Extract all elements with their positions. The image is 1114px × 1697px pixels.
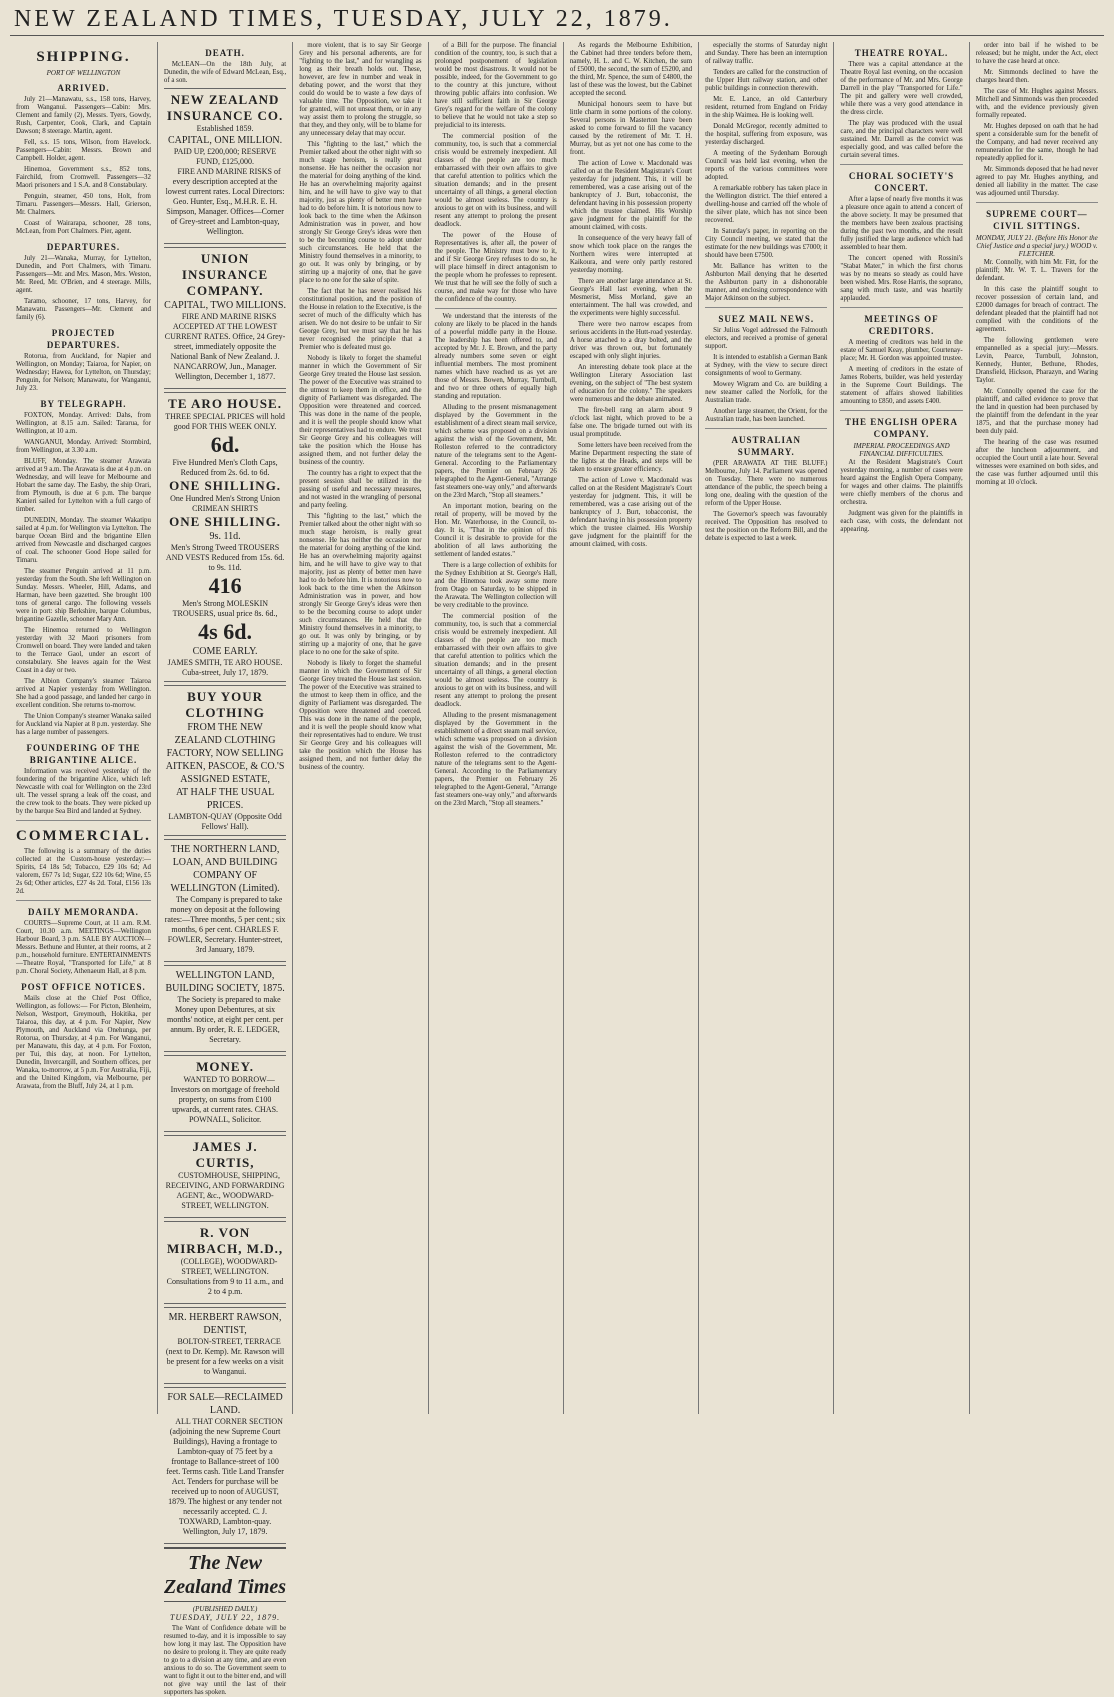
paragraph: There was a capital attendance at the Theatre Royal last evening, on the occasion of the performance of Mr. and Mrs. George Darrell in the play "Transported for Life." The pit and gallery were well crowded, while there was a very good attendance in the dress circle. (840, 61, 963, 116)
newspaper-title: NEW ZEALAND TIMES, TUESDAY, JULY 22, 1879. (14, 6, 673, 32)
paragraph: Some letters have been received from the Marine Department respecting the state of the lights at the Heads, and steps will be taken to ensure greater efficiency. (569, 442, 693, 473)
ad-rawson (164, 1307, 286, 1384)
heading-supreme-court: SUPREME COURT—CIVIL SITTINGS. (986, 209, 1088, 231)
column-news-1 (429, 42, 564, 1414)
paragraph: There are another large attendance at St. George's Hall last evening, when the Mesmerist, Miss Morland, gave an entertainment. The hall was crowded, and the experiments were highly successful. (569, 278, 693, 317)
paragraph: Coast of Wairarapa, schooner, 28 tons, McLean, from Port Chalmers. Pier, agent. (16, 220, 151, 235)
paragraph: A meeting of the Sydenham Borough Council was held last evening, when the reports of the various committees were adopted. (705, 150, 828, 181)
paragraph: Mr. Simmonds declined to have the charges heard then. (975, 69, 1098, 84)
heading-commercial: COMMERCIAL. (16, 828, 151, 844)
ad-body: ALL THAT CORNER SECTION (adjoining the new Supreme Court Buildings), Having a frontage to Lambton-quay of 75 feet by a frontage to Ballance-street of 100 feet. Terms cash. Title Land Transfer Act. Tenders for purchase will be received up to noon of AUGUST, 1879. The highest or any tender not necessarily accepted. C. J. TOXWARD, Lambton-quay. Wellington, July 17, 1879. (166, 1417, 284, 1536)
paragraph: At the Resident Magistrate's Court yesterday morning, a number of cases were heard against the English Opera Company, for wages and other claims. The plaintiffs were chiefly members of the chorus and orchestra. (840, 459, 963, 506)
ad-body: (COLLEGE), WOODWARD-STREET, WELLINGTON. Consultations from 9 to 11 a.m., and 2 to 4 p.m. (166, 1257, 284, 1296)
column-shipping (10, 42, 158, 1414)
ad-line: JAMES SMITH, TE ARO HOUSE. Cuba-street, July 17, 1879. (167, 658, 283, 677)
ad-building-society (164, 965, 286, 1052)
paragraph: The Albion Company's steamer Taiaroa arrived at Napier yesterday from Wellington. She had a good passage, and landed her cargo in excellent condition. She returns to-morrow. (16, 678, 151, 709)
ad-line: PAID UP, £200,000; RESERVE FUND, £125,000. (173, 147, 277, 166)
ad-price: 4s 6d. (198, 619, 252, 644)
ad-price: ONE SHILLING. (169, 478, 282, 493)
ad-title: R. VON MIRBACH, M.D., (166, 1225, 284, 1256)
column-advertisements (158, 42, 293, 1696)
paragraph: In this case the plaintiff sought to recover possession of certain land, and £2000 damages for breach of contract. The defendant pleaded that the plaintiff had not complied with the conditions of the agreement. (975, 286, 1098, 333)
paragraph: Mr. Hughes deposed on oath that he had spent a considerable sum for the benefit of the Company, and had never received any remuneration for the same, though he had repeatedly applied for it. (975, 123, 1098, 162)
paragraph: A meeting of creditors was held in the estate of Samuel Keay, plumber, Courtenay-place; Mr. H. Gordon was appointed trustee. (840, 339, 963, 362)
masthead (10, 6, 1104, 36)
divider (976, 202, 1098, 203)
paragraph: Taramo, schooner, 17 tons, Harvey, for Manawatu. Passengers—Mr. Clement and family (6). (16, 298, 151, 321)
ad-title: WELLINGTON LAND, BUILDING SOCIETY, 1875. (165, 970, 285, 994)
paragraph: Judgment was given for the plaintiffs in each case, with costs, the defendant not appearing. (840, 510, 963, 533)
column-news-2 (564, 42, 699, 1414)
divider (16, 900, 151, 901)
paragraph: The play was produced with the usual care, and the principal characters were well sustained. Mr. Darrell as the convict was especially good, and was called before the curtain several times. (840, 120, 963, 159)
heading-telegraph: BY TELEGRAPH. (40, 399, 127, 409)
paragraph: We understand that the interests of the colony are likely to be placed in the hands of a powerful middle party in the House. The leadership has been offered to, and accepted by Mr. J. E. Brown, and the party already numbers some seven or eight influential members. The most prominent names which have reached us as yet are those of Messrs. Bowen, Murray, Turnbull, and two or three others of equally high standing and reputation. (434, 313, 557, 400)
paragraph: There is a large collection of exhibits for the Sydney Exhibition at St. George's Hall, and the Hinemoa took away some more from Otago on Saturday, to be shipped in the Arawata. The Wellington collection will be very creditable to the province. (434, 562, 557, 609)
paragraph: The country has a right to expect that the present session shall be utilized in the passing of useful and necessary measures, and not wasted in the wrangling of personal and party feeling. (299, 470, 422, 509)
heading-theatre: THEATRE ROYAL. (854, 48, 949, 58)
divider (435, 308, 557, 309)
paragraph: The Want of Confidence debate will be resumed to-day, and it is impossible to say how long it may last. The Opposition have no desire to prolong it. They are quite ready to go to a division at any time, and are even anxious to do so. The Government seem to want to fight it out to the bitter end, and will not give way until the last of their supporters has spoken. (163, 1625, 287, 1696)
ad-line: LAMBTON-QUAY (Opposite Odd Fellows' Hall). (168, 812, 282, 831)
paragraph: Mr. Simmonds deposed that he had never agreed to pay Mr. Hughes anything, and denied all liability in the matter. The case was adjourned until Thursday. (975, 166, 1098, 197)
paragraph: A remarkable robbery has taken place in the Wellington district. The thief entered a dwelling-house and carried off the whole of the silver plate, which has not since been recovered. (705, 185, 828, 224)
paragraph: A meeting of creditors in the estate of James Roberts, builder, was held yesterday in the Supreme Court Buildings. The statement of affairs showed liabilities amounting to £850, and assets £400. (840, 366, 963, 405)
paragraph: An interesting debate took place at the Wellington Literary Association last evening, on the subject of "The best system of education for the colony." The speakers were numerous and the debate animated. (569, 364, 693, 403)
ad-line: Men's Strong MOLESKIN TROUSERS, usual price 8s. 6d., (172, 599, 278, 618)
ad-line: AITKEN, PASCOE, & CO.'S ASSIGNED ESTATE, (165, 761, 285, 785)
divider (840, 410, 962, 411)
heading-suez-mail: SUEZ MAIL NEWS. (718, 314, 815, 324)
paragraph: Tenders are called for the construction of the Upper Hutt railway station, and other public buildings in connection therewith. (705, 69, 828, 92)
paragraph: Hinemoa, Government s.s., 852 tons, Fairchild, from Cromwell. Passengers—32 Maori prisoners and 1 S.A. and 8 Constabulary. (16, 166, 151, 189)
paragraph: It is intended to establish a German Bank at Sydney, with the view to secure direct consignments of wool to Germany. (705, 354, 828, 377)
paragraph: An important motion, bearing on the retail of property, will be moved by the Hon. Mr. Waterhouse, in the Council, to-day. It is, "That in the opinion of this Council it is desirable to provide for the abolition of all laws authorizing the settlement of landed estates." (434, 503, 557, 558)
ad-title: FOR SALE—RECLAIMED LAND. (167, 1392, 283, 1416)
paragraph: order into bail if he wished to be released; but he might, under the Act, elect to have the case heard at once. (975, 42, 1098, 65)
column-news-3 (699, 42, 834, 1414)
ad-nz-insurance (164, 88, 286, 244)
ad-title: BUY YOUR CLOTHING (185, 689, 265, 720)
ad-line: CAPITAL, TWO MILLIONS. (164, 300, 286, 311)
paragraph: The Hinemoa returned to Wellington yesterday with 32 Maori prisoners from Cromwell on board. They were landed and taken to the Terrace Gaol, under an escort of constabulary. She leaves again for the West Coast in a day or two. (16, 627, 151, 674)
ad-body: BOLTON-STREET, TERRACE (next to Dr. Kemp). Mr. Rawson will be present for a few weeks on a visit to Wanganui. (165, 1337, 285, 1376)
paragraph: In consequence of the very heavy fall of snow which took place on the ranges the Northern wires were interrupted at Kaikoura, and were only partly restored yesterday morning. (569, 235, 693, 274)
ad-price: ONE SHILLING. (169, 514, 282, 529)
ad-body: FIRE AND MARINE RISKS of every description accepted at the lowest current rates. Local Directors: Geo. Hunter, Esq., M.H.R. E. H. Simpson, Manager. Offices—Corner of Grey-street and Lambton-quay, Wellington. (165, 167, 285, 236)
editorial-date: TUESDAY, JULY 22, 1879. (170, 1613, 281, 1622)
ad-body: CUSTOMHOUSE, SHIPPING, RECEIVING, AND FORWARDING AGENT, &c., WOODWARD-STREET, WELLINGTON. (165, 1171, 285, 1210)
column-news-5 (970, 42, 1104, 1414)
paragraph: WANGANUI, Monday. Arrived: Stormbird, from Wellington, at 3.30 a.m. (16, 439, 151, 454)
ad-northern-land (164, 839, 286, 962)
paragraph: Mr. Ballance has written to the Ashburton Mail denying that he deserted the Ashburton party in a dishonorable manner, and enclosing correspondence with Major Atkinson on the subject. (705, 263, 828, 302)
heading-projected: PROJECTED DEPARTURES. (46, 328, 121, 350)
subheading-opera: IMPERIAL PROCEEDINGS AND FINANCIAL DIFFICULTIES. (853, 442, 950, 458)
paragraph: Nobody is likely to forget the shameful manner in which the Government of Sir George Grey treated the House last session. The power of the Executive was strained to the utmost to keep them in office, and the dignity of Parliament was disregarded. The Opposition were threatened and coerced. This was done in the name of the people, and it is well the people should know what their representatives had to endure. We trust Sir George Grey and his colleagues will take the position which the House has assigned them, and not further delay the business of the country. (299, 660, 422, 771)
ad-title: TE ARO HOUSE. (168, 396, 282, 411)
paragraph: There were two narrow escapes from serious accidents in the Hutt-road yesterday. A horse attached to a dray bolted, and the driver was thrown out, but fortunately escaped with only slight injuries. (569, 321, 693, 360)
paragraph: The commercial position of the community, too, is such that a commercial crisis would be extremely inexpedient. All classes of the people are too much embarrassed with their own affairs to give that careful attention to politics which the situation demands; and in the present uncertainty of all things, a general election would be almost useless. The country is anxious to get on with its business, and will resent any attempt to prolong the present deadlock. (434, 613, 557, 708)
heading-memoranda: DAILY MEMORANDA. (28, 907, 139, 917)
paragraph: Sir Julius Vogel addressed the Falmouth electors, and received a promise of general support. (705, 327, 828, 350)
paragraph: Fell, s.s. 15 tons, Wilson, from Havelock. Passengers—Cabin: Messrs. Brown and Campbell. Holder, agent. (16, 139, 151, 162)
ad-price: 9s. 11d. (209, 531, 241, 542)
heading-choral: CHORAL SOCIETY'S CONCERT. (848, 171, 955, 193)
divider (840, 164, 962, 165)
ad-von-mirbach (164, 1221, 286, 1304)
paragraph: Rotorua, from Auckland, for Napier and Wellington, on Monday; Taiaroa, for Napier, on Wednesday; Hawea, for Lyttelton, on Thursday; Penguin, for Nelson; Manawatu, for Wanganui, July 23. (16, 353, 151, 392)
paragraph: Another large steamer, the Orient, for the Australian trade, has been launched. (705, 408, 828, 423)
paragraph: The Union Company's steamer Wanaka sailed for Auckland via Napier at 8 p.m. yesterday. She has a large number of passengers. (16, 713, 151, 736)
paragraph: July 21—Manawatu, s.s., 158 tons, Harvey, from Wanganui. Passengers—Cabin: Mrs. Clement and family (2), Messrs. Tyers, Gowdy, Rush, Carpenter, Cook, Clark, and Captain Dawson; 8 steerage. Martin, agent. (16, 96, 151, 135)
subheading-court: MONDAY, JULY 21. (Before His Honor the Chief Justice and a special jury.) WOOD v. FLETCHER. (975, 234, 1098, 258)
column-editorial (293, 42, 428, 1414)
ad-curtis (164, 1135, 286, 1218)
paragraph: Mr. Connolly opened the case for the plaintiff, and called evidence to prove that the land in question had been purchased by the plaintiff from the defendant in the year 1875, and that the purchase money had been duly paid. (975, 388, 1098, 435)
ad-te-aro-house (164, 392, 286, 682)
ad-line: Men's Strong Tweed TROUSERS AND VESTS Reduced from 15s. 6d. to 9s. 11d. (165, 543, 285, 572)
paragraph: The commercial position of the community, too, is such that a commercial crisis would be extremely inexpedient. All classes of the people are too much embarrassed with their own affairs to give that careful attention to politics which the situation demands; and in the present uncertainty of all things, a general election would be almost useless. The country is anxious to get on with its business, and will resent any attempt to prolong the present deadlock. (434, 133, 557, 228)
paragraph: Municipal honours seem to have but little charm in some portions of the colony. Several persons in Masterton have been asked to come forward to fill the vacancy caused by the retirement of Mr. T. H. Murray, but as yet not one has come to the front. (569, 101, 693, 156)
paragraph: The power of the House of Representatives is, after all, the power of the people. The Ministry must bow to it, and if Sir George Grey refuses to do so, he will place himself in direct antagonism to the people whom he professes to represent. We trust that he will see the folly of such a course, and make way for those who have the confidence of the country. (434, 232, 557, 303)
paragraph: Penguin, steamer, 450 tons, Holt, from Timaru. Passengers—Messrs. Hall, Grierson, Mr. Chalmers. (16, 193, 151, 216)
columns (10, 42, 1104, 1696)
heading-post-office: POST OFFICE NOTICES. (21, 982, 146, 992)
ad-title: UNION INSURANCE COMPANY. (181, 251, 269, 298)
paragraph: COURTS—Supreme Court, at 11 a.m. R.M. Court, 10.30 a.m. MEETINGS—Wellington Harbour Board, 3 p.m. SALE BY AUCTION—Messrs. Bethune and Hunter, at their rooms, at 2 p.m., household furniture. ENTERTAINMENTS—Theatre Royal, "Transported for Life," at 8 p.m. Choral Society, Athenaeum Hall, at 8 p.m. (16, 920, 151, 975)
ad-line: Five Hundred Men's Cloth Caps, Reduced from 2s. 6d. to 6d. (172, 458, 278, 477)
heading-arrived: ARRIVED. (57, 83, 110, 93)
paragraph: After a lapse of nearly five months it was a pleasure once again to attend a concert of the above society. It may be presumed that the members have been zealous practising during the past two months, and the result fully justified the large audience which had assembled to hear them. (840, 196, 963, 251)
ad-money (164, 1055, 286, 1132)
paragraph: Nobody is likely to forget the shameful manner in which the Government of Sir George Grey treated the House last session. The power of the Executive was strained to the utmost to keep them in office, and the dignity of Parliament was disregarded. The Opposition were threatened and coerced. This was done in the name of the people, and it is well the people should know what their representatives had to endure. We trust Sir George Grey and his colleagues will take the position which the House has assigned them, and not further delay the business of the country. (299, 355, 422, 466)
ad-line: COME EARLY. (192, 646, 258, 657)
ad-title: NEW ZEALAND INSURANCE CO. (166, 92, 284, 123)
heading-opera: THE ENGLISH OPERA COMPANY. (845, 417, 959, 439)
paragraph: more violent, that is to say Sir George Grey and his personal adherents, are for "fighting to the last," and for wrangling as long as their breath holds out. These, however, are few in number and weak in debating power, and the worst that they could do would be to waste a few days of valuable time. The Opposition, we take it for granted, will not unseat them, or in any way assist them to prolong the struggle, so that they, and they only, will be to blame for any unnecessary delay that may occur. (299, 42, 422, 137)
paragraph: July 21—Wanaka, Murray, for Lyttelton, Dunedin, and Port Chalmers, with Timaru. Passengers—Mr. and Mrs. Mason, Mrs. Weston, Mr. Reed, Mr. O'Brien, and 4 steerage. Mills, agent. (16, 255, 151, 294)
paragraph: The following is a summary of the duties collected at the Custom-house yesterday:— Spirits, £4 18s 5d; Tobacco, £29 10s 6d; Ad valorem, £67 7s 1d; Sugar, £22 10s 6d; Wine, £5 2s 6d; Other articles, £27 4s 2d. Total, £156 13s 2d. (16, 848, 151, 895)
paragraph: Mails close at the Chief Post Office, Wellington, as follows:— For Picton, Blenheim, Nelson, Westport, Greymouth, Hokitika, per Taiaroa, this day, at 4 p.m. For Napier, New Plymouth, and Auckland via Onehunga, per Rotorua, on Thursday, at 4 p.m. For Wanganui, per Manawatu, this day, at 4 p.m. For Foxton, per Tui, this day, at noon. For Lyttelton, Dunedin, Invercargill, and Southern offices, per Wanaka, to-morrow, at 5 p.m. For Australia, Fiji, and the United Kingdom, via Melbourne, per Arawata, from the Bluff, July 24, at 1 p.m. (16, 995, 151, 1090)
ad-line: Established 1859. (196, 124, 254, 133)
ad-line: AT HALF THE USUAL PRICES. (175, 787, 275, 811)
paragraph: Mr. Connolly, with him Mr. Fitt, for the plaintiff; Mr. W. T. L. Travers for the defendant. (975, 259, 1098, 282)
paragraph: This "fighting to the last," which the Premier talked about the other night with so much stage heroism, is really great nonsense. He has neither the occasion nor the material for doing anything of the kind. He has an overwhelming majority against him, and he will have to give way to that majority, just as plenty of better men have had to do before him. It is notorious now to look back to the time when the Atkinson Administration was in power, and how strongly Sir George Grey's ideas were then to be the becoming course to adopt under such circumstances. He held that the Ministry found themselves in a minority, to go out. It was only by bringing, or by stirring up a majority of one, that he gave place to no one for the sake of spite. (299, 141, 422, 284)
ad-clothing (164, 685, 286, 836)
editorial-masthead: The New Zealand Times (164, 1547, 286, 1602)
paragraph: Donald McGregor, recently admitted to the hospital, suffering from exposure, was yesterday discharged. (705, 123, 828, 146)
paragraph: The action of Lowe v. Macdonald was called on at the Resident Magistrate's Court yesterday for judgment. This, it will be remembered, was a case arising out of the bankruptcy of J. Burt, tobacconist, the defendant having in his possession property which the trustee claimed. His Worship gave judgment for the plaintiff for the amount claimed, with costs. (569, 477, 693, 548)
paragraph: The hearing of the case was resumed after the luncheon adjournment, and occupied the Court until a late hour. Several witnesses were examined on both sides, and the case was further adjourned until this morning at 10 o'clock. (975, 439, 1098, 486)
paragraph: Alluding to the present mismanagement displayed by the Government in the establishment of a direct steam mail service, which scheme was proposed on a division against the wish of the Government, Mr. Rolleston referred to the contradictory nature of the telegrams sent to the Agent-General. According to the Parliamentary papers, the Premier on February 26 telegraphed to the Agent-General, "Arrange fast steamers one-way only," and afterwards on the 23rd March, "Stop all steamers." (434, 712, 557, 807)
paragraph: The case of Mr. Hughes against Messrs. Mitchell and Simmonds was then proceeded with, and the evidence previously given formally repeated. (975, 88, 1098, 119)
paragraph: As regards the Melbourne Exhibition, the Cabinet had three tenders before them, namely, H. L. and C. W. Kitchen, the sum of £5000, the second, the sum of £5200, and the third, Mr. Spence, the sum of £4800, the last of these was the lowest, but the Cabinet accepted the second. (569, 42, 693, 97)
ad-line: One Hundred Men's Strong Union CRIMEAN SHIRTS (170, 494, 280, 513)
column-news-4 (834, 42, 969, 1414)
heading-shipping: SHIPPING. (36, 49, 131, 65)
subheading-port: PORT OF WELLINGTON (46, 69, 121, 77)
paragraph: Mowey Wigram and Co. are building a new steamer called the Norfolk, for the Australian trade. (705, 381, 828, 404)
ad-body: The Company is prepared to take money on deposit at the following rates:—Three months, 5 per cent.; six months, 6 per cent. CHARLES F. FOWLER, Secretary. Hunter-street, 3rd January, 1879. (164, 895, 286, 954)
paragraph: DUNEDIN, Monday. The steamer Wakatipu sailed at 4 p.m. for Wellington via Lyttelton. The barque Ocean Bird and the brigantine Ellen arrived from Newcastle and discharged cargoes of coal. The schooner Good Hope sailed for Timaru. (16, 517, 151, 564)
divider (840, 307, 962, 308)
ad-line: THREE SPECIAL PRICES will hold good FOR THIS WEEK ONLY. (165, 412, 285, 431)
heading-australian-summary: AUSTRALIAN SUMMARY. (731, 435, 802, 457)
paragraph: Mr. E. Lance, an old Canterbury resident, returned from England on Friday in the ship Waimea. He is looking well. (705, 96, 828, 119)
ad-body: The Society is prepared to make Money upon Debentures, at six months' notice, at eight per cent. per annum. By order, R. E. LEDGER, Secretary. (167, 995, 284, 1044)
ad-line: FROM THE NEW ZEALAND CLOTHING FACTORY, NOW SELLING (166, 722, 284, 759)
divider (16, 820, 151, 821)
ad-union-insurance (164, 247, 286, 389)
paragraph: The following gentlemen were empannelled as a special jury:—Messrs. Levin, Pearce, Turnbull, Johnston, Kennedy, Hunter, Bethune, Rhodes, Dransfield, Hickson, Pharazyn, and Waring Taylor. (975, 337, 1098, 384)
paragraph: McLEAN—On the 18th July, at Dunedin, the wife of Edward McLean, Esq., of a son. (163, 61, 287, 84)
ad-body: FIRE AND MARINE RISKS ACCEPTED AT THE LOWEST CURRENT RATES. Office, 24 Grey-street, immediately opposite the National Bank of New Zealand. J. NANCARROW, Jun., Manager. Wellington, December 1, 1877. (164, 312, 286, 381)
editorial-subtitle: (PUBLISHED DAILY.) (192, 1605, 258, 1613)
ad-title: MR. HERBERT RAWSON, DENTIST, (168, 1312, 282, 1336)
paragraph: FOXTON, Monday. Arrived: Dahs, from Wellington, at 8.15 a.m. Sailed: Tararua, for Wellington, at 10 a.m. (16, 412, 151, 435)
ad-reclaimed-land (164, 1387, 286, 1544)
ad-title: MONEY. (196, 1059, 255, 1074)
paragraph: The concert opened with Rossini's "Stabat Mater," in which the first chorus was by no means so steady as could have been wished. Mrs. Rose Harris, the soprano, sang with much taste, and was heartily applauded. (840, 255, 963, 302)
paragraph: In Saturday's paper, in reporting on the City Council meeting, we stated that the estimate for the new buildings was £7000; it should have been £7500. (705, 228, 828, 259)
paragraph: especially the storms of Saturday night and Sunday. There has been an interruption of railway traffic. (705, 42, 828, 65)
paragraph: (PER ARAWATA AT THE BLUFF.) Melbourne, July 14. Parliament was opened on Tuesday. There were no numerous attendance of the public, the speech being a long one, dealing with the question of the reform of the Upper House. (705, 460, 828, 507)
ad-title: JAMES J. CURTIS, (192, 1139, 258, 1170)
newspaper-page (10, 6, 1104, 1696)
paragraph: The Governor's speech was favourably received. The Opposition has resolved to test the position on the Reform Bill, and the debate is expected to last a week. (705, 511, 828, 542)
divider (705, 307, 827, 308)
heading-creditors: MEETINGS OF CREDITORS. (864, 314, 939, 336)
heading-death: DEATH. (205, 48, 245, 58)
ad-line: CAPITAL, ONE MILLION. (167, 135, 283, 146)
paragraph: Alluding to the present mismanagement displayed by the Government in the establishment of a direct steam mail service, which scheme was proposed on a division against the wish of the Government, Mr. Rolleston referred to the contradictory nature of the telegrams sent to the Agent-General. According to the Parliamentary papers, the Premier on February 26 telegraphed to the Agent-General, "Arrange fast steamers one-way only," and afterwards on the 23rd March, "Stop all steamers." (434, 404, 557, 499)
ad-price: 6d. (210, 432, 240, 457)
heading-departures: DEPARTURES. (46, 242, 121, 252)
divider (705, 428, 827, 429)
ad-body: WANTED TO BORROW—Investors on mortgage of freehold property, on sums from £100 upwards, at current rates. CHAS. POWNALL, Solicitor. (170, 1075, 280, 1124)
paragraph: The fire-bell rang an alarm about 9 o'clock last night, which proved to be a false one. The brigade turned out with its usual promptitude. (569, 407, 693, 438)
paragraph: BLUFF, Monday. The steamer Arawata arrived at 9 a.m. The Arawata is due at 4 p.m. on Wednesday, and will leave for Melbourne and Hobart the same day. The Easby, the ship Orari, from Plymouth, is due at 6 p.m. The barque Kanieri sailed for Lyttelton with a full cargo of timber. (16, 458, 151, 513)
ad-price: 416 (208, 573, 242, 598)
heading-foundering: FOUNDERING OF THE BRIGANTINE ALICE. (26, 743, 141, 765)
paragraph: The action of Lowe v. Macdonald was called on at the Resident Magistrate's Court yesterday for judgment. This, it will be remembered, was a case arising out of the bankruptcy of J. Burt, tobacconist, the defendant having in his possession property which the trustee claimed. His Worship gave judgment for the plaintiff for the amount claimed, with costs. (569, 160, 693, 231)
paragraph: of a Bill for the purpose. The financial condition of the country, too, is such that a prolonged postponement of legislation would be most disastrous. It would not be possible, indeed, for the Government to go to the country at this juncture, without throwing public affairs into confusion. We have still sufficient faith in Sir George Grey's regard for the welfare of the colony to believe that he would not take a step so prejudicial to its interests. (434, 42, 557, 129)
paragraph: This "fighting to the last," which the Premier talked about the other night with so much stage heroism, is really great nonsense. He has neither the occasion nor the material for doing anything of the kind. He has an overwhelming majority against him, and he will have to give way to that majority, just as plenty of better men have had to do before him. It is notorious now to look back to the time when the Atkinson Administration was in power, and how strongly Sir George Grey's ideas were then to be the becoming course to adopt under such circumstances. He held that the Ministry found themselves in a minority, to go out. It was only by bringing, or by stirring up a majority of one, that he gave place to no one for the sake of spite. (299, 513, 422, 656)
paragraph: Information was received yesterday of the foundering of the brigantine Alice, which left Newcastle with coal for Wellington on the 23rd ult. The vessel sprang a leak off the coast, and the crew took to the boats. They were picked up by the barque Sea Bird and landed at Sydney. (16, 768, 151, 815)
paragraph: The steamer Penguin arrived at 11 p.m. yesterday from the South. She left Wellington on Sunday. Messrs. Wheeler, Hill, Adams, and Harman, have been gazetted. She brought 100 tons of general cargo. The following vessels were in port: ship Berkshire, barque Columbus, brigantine Gazelle, schooner Mary Ann. (16, 568, 151, 623)
paragraph: The fact that he has never realised his constitutional position, and the position of the House in relation to the Executive, is the secret of much of the difficulty which has arisen. We do not desire to be unfair to Sir George Grey, but we must say that he has never recognised the principle that a Premier who is defeated must go. (299, 288, 422, 351)
ad-title: THE NORTHERN LAND, LOAN, AND BUILDING COMPANY OF WELLINGTON (Limited). (170, 844, 280, 894)
